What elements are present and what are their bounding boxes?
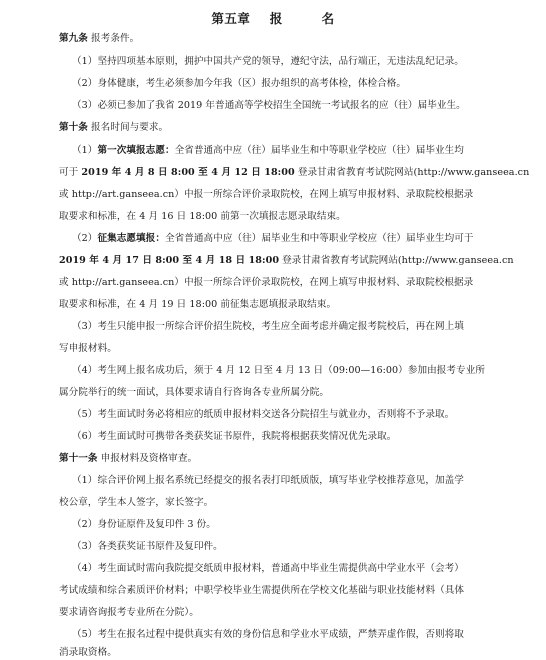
- bold-text: 第十条: [59, 122, 88, 133]
- text-line: [72, 540, 499, 554]
- text-line: [59, 32, 499, 46]
- bold-text: 第十一条: [59, 453, 98, 464]
- body-text: （4）考生网上报名成功后，须于 4 月 12 日至 4 月 13 日（09:00—16:00）参加由报考专业所: [72, 365, 485, 376]
- body-text: 报考条件。: [87, 33, 140, 44]
- body-text: 或 http://art.ganseea.cn）中报一所综合评价录取院校，在网上填写申报材料、录取院校根据录: [59, 189, 474, 200]
- body-text: 或 http://art.ganseea.cn）中报一所综合评价录取院校，在网上填写申报材料、录取院校根据录: [59, 277, 474, 288]
- bold-text: 征集志愿填报：: [97, 233, 165, 244]
- body-text: （3）考生只能申报一所综合评价招生院校，考生应全面考虑并确定报考院校后，再在网上填: [72, 321, 464, 332]
- text-line: [72, 99, 499, 113]
- body-text: 要求请咨询报考专业所在分院）。: [59, 607, 199, 618]
- text-line: [72, 320, 499, 334]
- text-line: [59, 452, 499, 466]
- body-text: 取要求和标准，在 4 月 16 日 18:00 前第一次填报志愿录取结束。: [59, 211, 346, 222]
- body-text: （3）各类获奖证书原件及复印件。: [72, 541, 223, 552]
- body-text: （2）身体健康，考生必须参加今年我（区）报办组织的高考体检，体检合格。: [72, 78, 407, 89]
- text-line: [59, 646, 499, 660]
- body-text: 登录甘肃省教育考试院网站(http://www.ganseea.cn: [294, 167, 530, 178]
- text-line: [59, 584, 499, 598]
- body-text: 属分院举行的统一面试，具体要求请自行咨询各专业所属分院。: [59, 387, 330, 398]
- body-text: （4）考生面试时需向我院提交纸质申报材料，普通高中毕业生需提供高中学业水平（会考）: [72, 563, 464, 574]
- body-text: 消录取资格。: [59, 647, 117, 658]
- text-line: [59, 254, 514, 268]
- body-text: 写申报材料。: [59, 343, 117, 354]
- text-line: [59, 276, 499, 290]
- chapter-title: 第五章 报 名: [211, 11, 335, 26]
- text-line: [72, 518, 499, 532]
- text-line: [59, 496, 499, 510]
- body-text: （1）坚持四项基本原则，拥护中国共产党的领导，遵纪守法，品行端正，无违法乱纪记录。: [72, 56, 464, 67]
- body-text: 可于: [59, 167, 82, 178]
- text-line: [72, 232, 499, 246]
- text-line: [59, 188, 499, 202]
- body-text: （1）: [72, 145, 98, 156]
- bold-text: 第一次填报志愿：: [97, 145, 175, 156]
- body-text: （2）: [72, 233, 98, 244]
- body-text: 登录甘肃省教育考试院网站(http://www.ganseea.cn: [279, 255, 514, 266]
- body-text: （2）身份证原件及复印件 3 份。: [72, 519, 216, 530]
- body-text: （1）综合评价网上报名系统已经提交的报名表打印纸质版，填写毕业学校推荐意见，加盖学: [72, 475, 464, 486]
- bold-text: 2019 年 4 月 17 日 8:00 至 4 月 18 日 18:00: [59, 255, 280, 266]
- text-line: [59, 386, 499, 400]
- bold-text: 2019 年 4 月 8 日 8:00 至 4 月 12 日 18:00: [81, 167, 295, 178]
- bold-text: 第九条: [59, 33, 88, 44]
- text-line: [72, 408, 499, 422]
- body-text: 申报材料及资格审查。: [97, 453, 198, 464]
- text-line: [72, 55, 499, 69]
- body-text: （3）必须已参加了我省 2019 年普通高等学校招生全国统一考试报名的应（往）届毕业生。: [72, 100, 466, 111]
- text-line: [59, 210, 499, 224]
- body-text: 全省普通高中应（往）届毕业生和中等职业学校应（往）届毕业生均可于: [164, 233, 474, 244]
- body-text: 报名时间与要求。: [87, 122, 169, 133]
- text-line: [72, 628, 499, 642]
- text-line: [59, 121, 499, 135]
- text-line: [72, 364, 499, 378]
- text-line: [72, 474, 499, 488]
- text-line: [59, 606, 499, 620]
- text-line: [59, 298, 499, 312]
- body-text: 取要求和标准，在 4 月 19 日 18:00 前征集志愿填报录取结束。: [59, 299, 337, 310]
- body-text: 校公章，学生本人签字，家长签字。: [59, 497, 214, 508]
- body-text: 考试成绩和综合素质评价材料；中职学校毕业生需提供所在学校文化基础与职业技能材料（具体: [59, 585, 465, 596]
- body-text: （5）考生面试时务必将相应的纸质申报材料交送各分院招生与就业办，否则将不予录取。: [72, 409, 455, 420]
- text-line: [72, 144, 499, 158]
- text-line: [59, 342, 499, 356]
- body-text: （6）考生面试时可携带各类获奖证书原件，我院将根据获奖情况优先录取。: [72, 431, 397, 442]
- text-line: [72, 430, 499, 444]
- body-text: 全省普通高中应（往）届毕业生和中等职业学校应（往）届毕业生均: [174, 145, 464, 156]
- text-line: [59, 166, 530, 180]
- text-line: [72, 562, 499, 576]
- body-text: （5）考生在报名过程中提供真实有效的身份信息和学业水平成绩，严禁弄虚作假，否则将取: [72, 629, 464, 640]
- text-line: [72, 77, 499, 91]
